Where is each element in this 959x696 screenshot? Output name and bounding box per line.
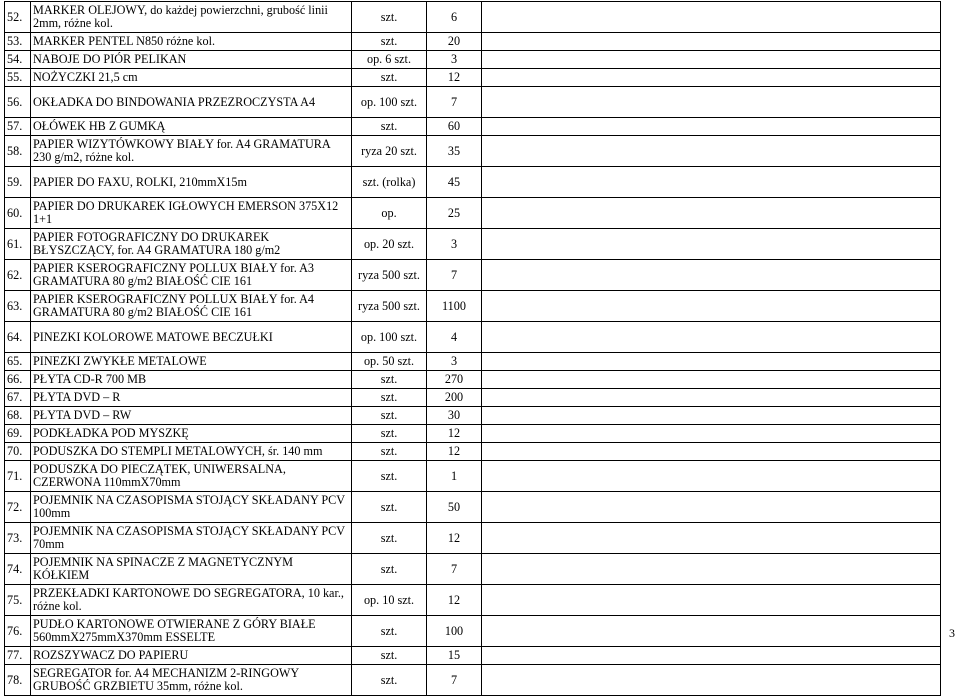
item-quantity: 35 bbox=[427, 136, 482, 167]
row-number: 64. bbox=[5, 322, 31, 353]
row-number: 66. bbox=[5, 371, 31, 389]
item-quantity: 30 bbox=[427, 407, 482, 425]
item-unit: szt. bbox=[352, 554, 427, 585]
page-number: 3 bbox=[949, 626, 955, 640]
row-number: 65. bbox=[5, 353, 31, 371]
item-name: SEGREGATOR for. A4 MECHANIZM 2-RINGOWY GRUBOŚĆ GRZBIETU 35mm, różne kol. bbox=[31, 665, 352, 696]
item-name: ROZSZYWACZ DO PAPIERU bbox=[31, 647, 352, 665]
empty-cell bbox=[482, 407, 941, 425]
item-name: MARKER PENTEL N850 różne kol. bbox=[31, 33, 352, 51]
item-name: NABOJE DO PIÓR PELIKAN bbox=[31, 51, 352, 69]
item-unit: szt. bbox=[352, 665, 427, 696]
item-name: PŁYTA DVD – R bbox=[31, 389, 352, 407]
empty-cell bbox=[482, 291, 941, 322]
table-row bbox=[5, 198, 941, 229]
item-name: PAPIER DO DRUKAREK IGŁOWYCH EMERSON 375X12 1+1 bbox=[31, 198, 352, 229]
item-unit: szt. bbox=[352, 69, 427, 87]
row-number: 74. bbox=[5, 554, 31, 585]
empty-cell bbox=[482, 371, 941, 389]
item-quantity: 12 bbox=[427, 585, 482, 616]
item-unit: ryza 20 szt. bbox=[352, 136, 427, 167]
empty-cell bbox=[482, 2, 941, 33]
item-quantity: 7 bbox=[427, 87, 482, 118]
item-quantity: 1100 bbox=[427, 291, 482, 322]
item-quantity: 60 bbox=[427, 118, 482, 136]
row-number: 56. bbox=[5, 87, 31, 118]
item-unit: op. 6 szt. bbox=[352, 51, 427, 69]
table-row bbox=[5, 407, 941, 425]
item-quantity: 3 bbox=[427, 51, 482, 69]
empty-cell bbox=[482, 585, 941, 616]
empty-cell bbox=[482, 647, 941, 665]
item-unit: op. 100 szt. bbox=[352, 322, 427, 353]
item-quantity: 270 bbox=[427, 371, 482, 389]
item-unit: szt. bbox=[352, 523, 427, 554]
row-number: 58. bbox=[5, 136, 31, 167]
item-unit: szt. bbox=[352, 492, 427, 523]
item-quantity: 15 bbox=[427, 647, 482, 665]
table-row bbox=[5, 492, 941, 523]
empty-cell bbox=[482, 353, 941, 371]
row-number: 60. bbox=[5, 198, 31, 229]
item-unit: szt. bbox=[352, 461, 427, 492]
table-row bbox=[5, 87, 941, 118]
empty-cell bbox=[482, 229, 941, 260]
item-unit: szt. bbox=[352, 2, 427, 33]
item-name: PAPIER KSEROGRAFICZNY POLLUX BIAŁY for. A4 GRAMATURA 80 g/m2 BIAŁOŚĆ CIE 161 bbox=[31, 291, 352, 322]
item-unit: szt. bbox=[352, 443, 427, 461]
table-row bbox=[5, 33, 941, 51]
row-number: 77. bbox=[5, 647, 31, 665]
table-row bbox=[5, 167, 941, 198]
item-quantity: 4 bbox=[427, 322, 482, 353]
table-row bbox=[5, 118, 941, 136]
empty-cell bbox=[482, 665, 941, 696]
empty-cell bbox=[482, 523, 941, 554]
empty-cell bbox=[482, 389, 941, 407]
item-name: PINEZKI KOLOROWE MATOWE BECZUŁKI bbox=[31, 322, 352, 353]
table-row bbox=[5, 523, 941, 554]
item-name: PUDŁO KARTONOWE OTWIERANE Z GÓRY BIAŁE 560mmX275mmX370mm ESSELTE bbox=[31, 616, 352, 647]
row-number: 71. bbox=[5, 461, 31, 492]
empty-cell bbox=[482, 425, 941, 443]
item-name: PŁYTA CD-R 700 MB bbox=[31, 371, 352, 389]
empty-cell bbox=[482, 136, 941, 167]
empty-cell bbox=[482, 198, 941, 229]
item-name: PAPIER DO FAXU, ROLKI, 210mmX15m bbox=[31, 167, 352, 198]
item-quantity: 12 bbox=[427, 425, 482, 443]
row-number: 53. bbox=[5, 33, 31, 51]
item-quantity: 200 bbox=[427, 389, 482, 407]
item-unit: szt. (rolka) bbox=[352, 167, 427, 198]
row-number: 55. bbox=[5, 69, 31, 87]
empty-cell bbox=[482, 167, 941, 198]
row-number: 67. bbox=[5, 389, 31, 407]
table-row bbox=[5, 665, 941, 696]
row-number: 54. bbox=[5, 51, 31, 69]
table-row bbox=[5, 554, 941, 585]
item-name: MARKER OLEJOWY, do każdej powierzchni, grubość linii 2mm, różne kol. bbox=[31, 2, 352, 33]
item-quantity: 7 bbox=[427, 554, 482, 585]
item-name: PAPIER FOTOGRAFICZNY DO DRUKAREK BŁYSZCZĄCY, for. A4 GRAMATURA 180 g/m2 bbox=[31, 229, 352, 260]
item-name: POJEMNIK NA CZASOPISMA STOJĄCY SKŁADANY PCV 100mm bbox=[31, 492, 352, 523]
item-quantity: 3 bbox=[427, 353, 482, 371]
item-name: PAPIER WIZYTÓWKOWY BIAŁY for. A4 GRAMATURA 230 g/m2, różne kol. bbox=[31, 136, 352, 167]
table-row bbox=[5, 353, 941, 371]
empty-cell bbox=[482, 51, 941, 69]
table-row bbox=[5, 389, 941, 407]
item-name: PRZEKŁADKI KARTONOWE DO SEGREGATORA, 10 kar., różne kol. bbox=[31, 585, 352, 616]
item-unit: szt. bbox=[352, 371, 427, 389]
row-number: 59. bbox=[5, 167, 31, 198]
item-name: POJEMNIK NA SPINACZE Z MAGNETYCZNYM KÓŁKIEM bbox=[31, 554, 352, 585]
table-row bbox=[5, 322, 941, 353]
empty-cell bbox=[482, 87, 941, 118]
table-row bbox=[5, 585, 941, 616]
item-name: PODUSZKA DO PIECZĄTEK, UNIWERSALNA, CZERWONA 110mmX70mm bbox=[31, 461, 352, 492]
item-quantity: 50 bbox=[427, 492, 482, 523]
item-unit: szt. bbox=[352, 118, 427, 136]
row-number: 78. bbox=[5, 665, 31, 696]
row-number: 70. bbox=[5, 443, 31, 461]
item-name: PŁYTA DVD – RW bbox=[31, 407, 352, 425]
item-unit: szt. bbox=[352, 425, 427, 443]
item-name: POJEMNIK NA CZASOPISMA STOJĄCY SKŁADANY PCV 70mm bbox=[31, 523, 352, 554]
row-number: 52. bbox=[5, 2, 31, 33]
row-number: 72. bbox=[5, 492, 31, 523]
item-quantity: 100 bbox=[427, 616, 482, 647]
item-quantity: 25 bbox=[427, 198, 482, 229]
item-unit: szt. bbox=[352, 407, 427, 425]
empty-cell bbox=[482, 322, 941, 353]
table-row bbox=[5, 260, 941, 291]
item-name: OKŁADKA DO BINDOWANIA PRZEZROCZYSTA A4 bbox=[31, 87, 352, 118]
empty-cell bbox=[482, 69, 941, 87]
table-row bbox=[5, 616, 941, 647]
table-row bbox=[5, 443, 941, 461]
row-number: 62. bbox=[5, 260, 31, 291]
row-number: 61. bbox=[5, 229, 31, 260]
item-quantity: 7 bbox=[427, 260, 482, 291]
item-quantity: 3 bbox=[427, 229, 482, 260]
item-unit: op. 20 szt. bbox=[352, 229, 427, 260]
table-row bbox=[5, 371, 941, 389]
item-unit: szt. bbox=[352, 389, 427, 407]
table-row bbox=[5, 229, 941, 260]
row-number: 76. bbox=[5, 616, 31, 647]
table-row bbox=[5, 136, 941, 167]
item-unit: op. 100 szt. bbox=[352, 87, 427, 118]
item-quantity: 7 bbox=[427, 665, 482, 696]
product-table bbox=[4, 1, 941, 696]
table-row bbox=[5, 425, 941, 443]
row-number: 75. bbox=[5, 585, 31, 616]
item-quantity: 12 bbox=[427, 523, 482, 554]
empty-cell bbox=[482, 461, 941, 492]
item-unit: szt. bbox=[352, 616, 427, 647]
item-unit: szt. bbox=[352, 33, 427, 51]
empty-cell bbox=[482, 33, 941, 51]
table-row bbox=[5, 461, 941, 492]
table-row bbox=[5, 2, 941, 33]
table-row bbox=[5, 291, 941, 322]
table-row bbox=[5, 69, 941, 87]
item-name: PODKŁADKA POD MYSZKĘ bbox=[31, 425, 352, 443]
item-name: PAPIER KSEROGRAFICZNY POLLUX BIAŁY for. A3 GRAMATURA 80 g/m2 BIAŁOŚĆ CIE 161 bbox=[31, 260, 352, 291]
row-number: 57. bbox=[5, 118, 31, 136]
row-number: 68. bbox=[5, 407, 31, 425]
table-row bbox=[5, 647, 941, 665]
empty-cell bbox=[482, 260, 941, 291]
item-unit: op. 10 szt. bbox=[352, 585, 427, 616]
row-number: 69. bbox=[5, 425, 31, 443]
item-unit: szt. bbox=[352, 647, 427, 665]
item-unit: ryza 500 szt. bbox=[352, 291, 427, 322]
row-number: 63. bbox=[5, 291, 31, 322]
empty-cell bbox=[482, 554, 941, 585]
item-unit: op. 50 szt. bbox=[352, 353, 427, 371]
item-name: NOŻYCZKI 21,5 cm bbox=[31, 69, 352, 87]
item-unit: op. bbox=[352, 198, 427, 229]
empty-cell bbox=[482, 616, 941, 647]
item-quantity: 6 bbox=[427, 2, 482, 33]
item-quantity: 45 bbox=[427, 167, 482, 198]
item-quantity: 20 bbox=[427, 33, 482, 51]
item-unit: ryza 500 szt. bbox=[352, 260, 427, 291]
empty-cell bbox=[482, 443, 941, 461]
empty-cell bbox=[482, 492, 941, 523]
item-quantity: 12 bbox=[427, 69, 482, 87]
item-quantity: 1 bbox=[427, 461, 482, 492]
row-number: 73. bbox=[5, 523, 31, 554]
item-quantity: 12 bbox=[427, 443, 482, 461]
item-name: PINEZKI ZWYKŁE METALOWE bbox=[31, 353, 352, 371]
empty-cell bbox=[482, 118, 941, 136]
item-name: PODUSZKA DO STEMPLI METALOWYCH, śr. 140 mm bbox=[31, 443, 352, 461]
table-row bbox=[5, 51, 941, 69]
item-name: OŁÓWEK HB Z GUMKĄ bbox=[31, 118, 352, 136]
